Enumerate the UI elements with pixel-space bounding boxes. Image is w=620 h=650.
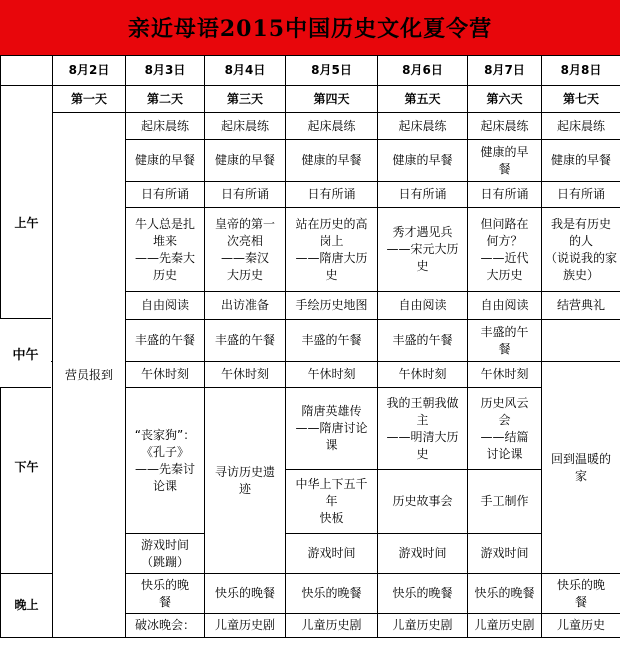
schedule-cell: 手绘历史地图 bbox=[286, 292, 378, 320]
schedule-cell: 快乐的晚餐 bbox=[378, 574, 468, 614]
schedule-cell: 日有所诵 bbox=[378, 182, 468, 208]
schedule-cell: 起床晨练 bbox=[468, 113, 542, 140]
period-afternoon: 下午 bbox=[1, 362, 53, 574]
schedule-cell: 游戏时间 bbox=[468, 534, 542, 574]
schedule-cell: 快乐的晚餐 bbox=[468, 574, 542, 614]
days-row bbox=[1, 86, 620, 113]
schedule-cell: 午休时刻 bbox=[126, 362, 205, 388]
page-title: 亲近母语2015中国历史文化夏令营 bbox=[127, 16, 493, 42]
day1-register-cell: 营员报到 bbox=[53, 113, 126, 638]
schedule-cell: 历史风云 会 ——结篇 讨论课 bbox=[468, 388, 542, 470]
schedule-cell: 我的王朝我做 主 ——明清大历 史 bbox=[378, 388, 468, 470]
period-morning: 上午 bbox=[1, 86, 53, 362]
schedule-cell: 午休时刻 bbox=[468, 362, 542, 388]
schedule-cell: 游戏时间 （跳蹦） bbox=[126, 534, 205, 574]
schedule-cell: 自由阅读 bbox=[126, 292, 205, 320]
schedule-cell: 丰盛的午餐 bbox=[378, 320, 468, 362]
period-evening: 晚上 bbox=[1, 574, 53, 638]
go-home-cell: 回到温暖的 家 bbox=[542, 362, 620, 574]
schedule-cell: 健康的早餐 bbox=[542, 140, 620, 182]
date-cell: 8月5日 bbox=[286, 56, 378, 86]
day-cell: 第一天 bbox=[53, 86, 126, 113]
schedule-cell: 丰盛的午 餐 bbox=[468, 320, 542, 362]
schedule-cell: 健康的早餐 bbox=[286, 140, 378, 182]
schedule-table bbox=[0, 55, 620, 638]
schedule-cell: 游戏时间 bbox=[286, 534, 378, 574]
schedule-cell: 起床晨练 bbox=[378, 113, 468, 140]
schedule-cell: 历史故事会 bbox=[378, 470, 468, 534]
schedule-cell: 快乐的晚餐 bbox=[205, 574, 286, 614]
schedule-cell: 牛人总是扎 堆来 ——先秦大 历史 bbox=[126, 208, 205, 292]
schedule-cell: 丰盛的午餐 bbox=[126, 320, 205, 362]
schedule-cell: 出访准备 bbox=[205, 292, 286, 320]
schedule-cell: 自由阅读 bbox=[468, 292, 542, 320]
schedule-cell: 健康的早餐 bbox=[378, 140, 468, 182]
schedule-cell: 儿童历史剧 bbox=[205, 614, 286, 638]
day-cell: 第五天 bbox=[378, 86, 468, 113]
schedule-cell: 快乐的晚 餐 bbox=[542, 574, 620, 614]
schedule-cell: 午休时刻 bbox=[286, 362, 378, 388]
schedule-cell: 隋唐英雄传 ——隋唐讨论 课 bbox=[286, 388, 378, 470]
schedule-cell: 自由阅读 bbox=[378, 292, 468, 320]
corner-cell bbox=[1, 56, 53, 86]
schedule-cell: 日有所诵 bbox=[468, 182, 542, 208]
schedule-cell: 日有所诵 bbox=[205, 182, 286, 208]
dates-row bbox=[1, 56, 620, 86]
schedule-cell: 站在历史的高 岗上 ——隋唐大历 史 bbox=[286, 208, 378, 292]
date-cell: 8月7日 bbox=[468, 56, 542, 86]
schedule-cell: 皇帝的第一 次亮相 ——秦汉 大历史 bbox=[205, 208, 286, 292]
period-noon bbox=[0, 318, 51, 388]
schedule-cell: 儿童历史剧 bbox=[286, 614, 378, 638]
schedule-cell: 快乐的晚餐 bbox=[286, 574, 378, 614]
date-cell: 8月6日 bbox=[378, 56, 468, 86]
schedule-cell: 起床晨练 bbox=[286, 113, 378, 140]
schedule-cell: 丰盛的午餐 bbox=[286, 320, 378, 362]
schedule-cell: 健康的早餐 bbox=[205, 140, 286, 182]
schedule-cell: 起床晨练 bbox=[126, 113, 205, 140]
period-noon-label: 中午 bbox=[12, 347, 39, 363]
schedule-cell: “丧家狗”： 《孔子》 ——先秦讨 论课 bbox=[126, 388, 205, 534]
schedule-cell: 中华上下五千 年 快板 bbox=[286, 470, 378, 534]
schedule-cell: 游戏时间 bbox=[378, 534, 468, 574]
schedule-cell: 日有所诵 bbox=[126, 182, 205, 208]
date-cell: 8月4日 bbox=[205, 56, 286, 86]
day1-party-cell: 破冰晚会： bbox=[126, 614, 205, 638]
schedule-cell: 健康的早餐 bbox=[126, 140, 205, 182]
schedule-cell: 日有所诵 bbox=[542, 182, 620, 208]
schedule-cell: 午休时刻 bbox=[205, 362, 286, 388]
day-cell: 第四天 bbox=[286, 86, 378, 113]
schedule-cell: 儿童历史剧 bbox=[468, 614, 542, 638]
schedule-cell: 我是有历史 的人 （说说我的家 族史） bbox=[542, 208, 620, 292]
schedule-cell: 健康的早 餐 bbox=[468, 140, 542, 182]
date-cell: 8月3日 bbox=[126, 56, 205, 86]
date-cell: 8月2日 bbox=[53, 56, 126, 86]
day-cell: 第六天 bbox=[468, 86, 542, 113]
schedule-cell: 丰盛的午餐 bbox=[205, 320, 286, 362]
schedule-cell: 午休时刻 bbox=[378, 362, 468, 388]
wake-row bbox=[1, 113, 620, 140]
day-cell: 第三天 bbox=[205, 86, 286, 113]
day1-dinner-cell: 快乐的晚 餐 bbox=[126, 574, 205, 614]
schedule-cell: 起床晨练 bbox=[542, 113, 620, 140]
schedule-cell: 但问路在 何方？ ——近代 大历史 bbox=[468, 208, 542, 292]
schedule-cell: 儿童历史剧 bbox=[378, 614, 468, 638]
schedule-cell: 手工制作 bbox=[468, 470, 542, 534]
date-cell: 8月8日 bbox=[542, 56, 620, 86]
schedule-cell: 儿童历史 bbox=[542, 614, 620, 638]
schedule-cell: 寻访历史遗 迹 bbox=[205, 388, 286, 574]
day-cell: 第七天 bbox=[542, 86, 620, 113]
schedule-cell: 日有所诵 bbox=[286, 182, 378, 208]
day-cell: 第二天 bbox=[126, 86, 205, 113]
schedule-cell: 秀才遇见兵 ——宋元大历 史 bbox=[378, 208, 468, 292]
schedule-cell: 起床晨练 bbox=[205, 113, 286, 140]
closing-ceremony-cell: 结营典礼 bbox=[542, 292, 620, 320]
title-banner bbox=[0, 0, 620, 56]
